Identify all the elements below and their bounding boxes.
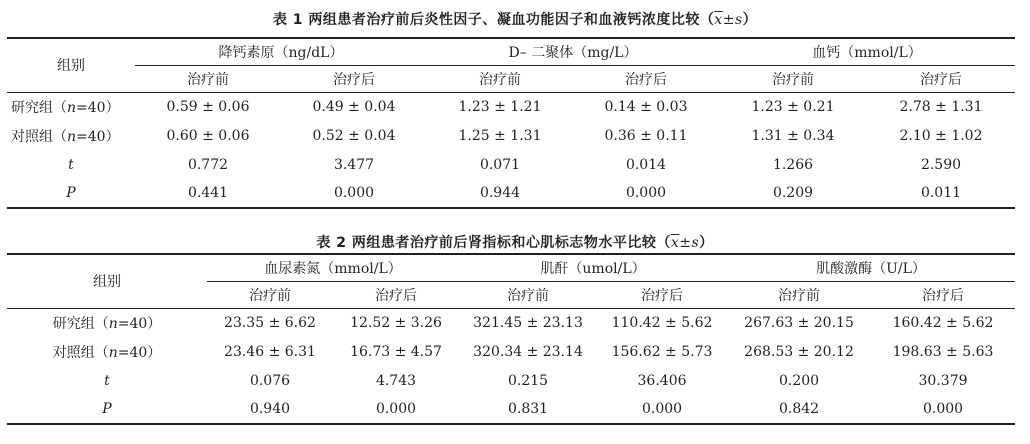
table1-caption-text: 表 1 两组患者治疗前后炎性因子、凝血功能因子和血液钙浓度比较（ — [272, 12, 715, 28]
cell: 4.743 — [375, 372, 417, 389]
cell: 36.406 — [637, 372, 687, 389]
sub-header: 治疗前 — [719, 65, 867, 92]
table-row — [7, 179, 1015, 208]
cell: 0.215 — [507, 372, 549, 389]
cell: 0.011 — [867, 179, 1015, 208]
cell: 0.000 — [573, 179, 719, 208]
cell: 2.10 ± 1.02 — [899, 127, 983, 144]
table-row — [7, 308, 1015, 337]
table2-caption: 表 2 两组患者治疗前后肾指标和心肌标志物水平比较$(\overline{x}\pm s)$ — [316, 235, 714, 251]
cell: 1.23 ± 1.21 — [458, 98, 542, 115]
sub-header: 治疗前 — [135, 65, 281, 92]
table-row — [7, 92, 1015, 121]
cell: 198.63 ± 5.63 — [892, 343, 994, 360]
table-row — [7, 366, 1015, 395]
group-ddimer-header: D– 二聚体（mg/L） — [427, 38, 719, 65]
cell: 0.200 — [778, 372, 820, 389]
cell: 1.31 ± 0.34 — [751, 127, 835, 144]
row-label: P — [7, 395, 207, 424]
cell: 156.62 ± 5.73 — [611, 343, 713, 360]
cell: 23.35 ± 6.62 — [224, 314, 316, 331]
group-header: 组别 — [7, 38, 135, 92]
cell: 0.000 — [871, 395, 1015, 424]
cell: 0.944 — [427, 179, 573, 208]
cell: 23.46 ± 6.31 — [224, 343, 316, 360]
cell: 0.842 — [727, 395, 871, 424]
row-label: 研究组（n=40） — [52, 315, 162, 332]
cell: 321.45 ± 23.13 — [473, 314, 583, 331]
row-label: t — [104, 372, 110, 389]
cell: 0.209 — [719, 179, 867, 208]
cell: 16.73 ± 4.57 — [350, 343, 442, 360]
cell: 268.53 ± 20.12 — [744, 343, 854, 360]
row-label: P — [7, 179, 135, 208]
row-label: 研究组（n=40） — [11, 99, 120, 116]
table-row — [7, 121, 1015, 150]
table2 — [7, 253, 1015, 425]
cell: 0.000 — [333, 395, 459, 424]
cell: 3.477 — [333, 156, 375, 173]
cell: 12.52 ± 3.26 — [350, 314, 442, 331]
group-creatinine-header: 肌酐（umol/L） — [459, 254, 727, 281]
group-ck-header: 肌酸激酶（U/L） — [727, 254, 1015, 281]
cell: 0.076 — [249, 372, 291, 389]
cell: 0.14 ± 0.03 — [604, 98, 688, 115]
cell: 0.60 ± 0.06 — [166, 127, 250, 144]
sub-header: 治疗前 — [207, 281, 333, 308]
sub-header: 治疗后 — [281, 65, 427, 92]
cell: 320.34 ± 23.14 — [473, 343, 583, 360]
row-label: 对照组（n=40） — [11, 128, 120, 145]
row-label: t — [68, 156, 74, 173]
group-header: 组别 — [7, 254, 207, 308]
sub-header: 治疗后 — [867, 65, 1015, 92]
group-pct-header: 降钙素原（ng/dL） — [135, 38, 427, 65]
table-row — [7, 150, 1015, 179]
table-row — [7, 337, 1015, 366]
cell: 0.014 — [625, 156, 667, 173]
table-row — [7, 395, 1015, 424]
cell: 0.52 ± 0.04 — [312, 127, 396, 144]
sub-header: 治疗前 — [427, 65, 573, 92]
sub-header: 治疗后 — [597, 281, 727, 308]
cell: 2.590 — [920, 156, 962, 173]
cell: 1.266 — [772, 156, 814, 173]
cell: 2.78 ± 1.31 — [899, 98, 983, 115]
cell: 0.59 ± 0.06 — [166, 98, 250, 115]
cell: 0.071 — [479, 156, 521, 173]
sub-header: 治疗后 — [573, 65, 719, 92]
cell: 30.379 — [918, 372, 968, 389]
cell: 1.23 ± 0.21 — [751, 98, 835, 115]
cell: 0.49 ± 0.04 — [312, 98, 396, 115]
cell: 0.000 — [597, 395, 727, 424]
row-label: 对照组（n=40） — [52, 344, 162, 361]
sub-header: 治疗后 — [333, 281, 459, 308]
table2-caption-text: 表 2 两组患者治疗前后肾指标和心肌标志物水平比较（ — [316, 235, 671, 251]
group-bun-header: 血尿素氮（mmol/L） — [207, 254, 459, 281]
cell: 0.000 — [281, 179, 427, 208]
cell: 0.441 — [135, 179, 281, 208]
sub-header: 治疗前 — [459, 281, 597, 308]
cell: 0.772 — [187, 156, 229, 173]
group-calcium-header: 血钙（mmol/L） — [719, 38, 1015, 65]
cell: 160.42 ± 5.62 — [892, 314, 994, 331]
cell: 0.36 ± 0.11 — [604, 127, 688, 144]
sub-header: 治疗前 — [727, 281, 871, 308]
table1-caption: 表 1 两组患者治疗前后炎性因子、凝血功能因子和血液钙浓度比较$(\overline{x}\pm s)$ — [272, 12, 758, 28]
cell: 0.831 — [459, 395, 597, 424]
cell: 0.940 — [207, 395, 333, 424]
cell: 1.25 ± 1.31 — [458, 127, 542, 144]
cell: 110.42 ± 5.62 — [611, 314, 713, 331]
mean-sd-symbol: $\overline{x}\pm s$ — [714, 12, 743, 28]
cell: 267.63 ± 20.15 — [744, 314, 854, 331]
sub-header: 治疗后 — [871, 281, 1015, 308]
table1 — [7, 37, 1015, 209]
mean-sd-symbol: $\overline{x}\pm s$ — [670, 235, 700, 251]
